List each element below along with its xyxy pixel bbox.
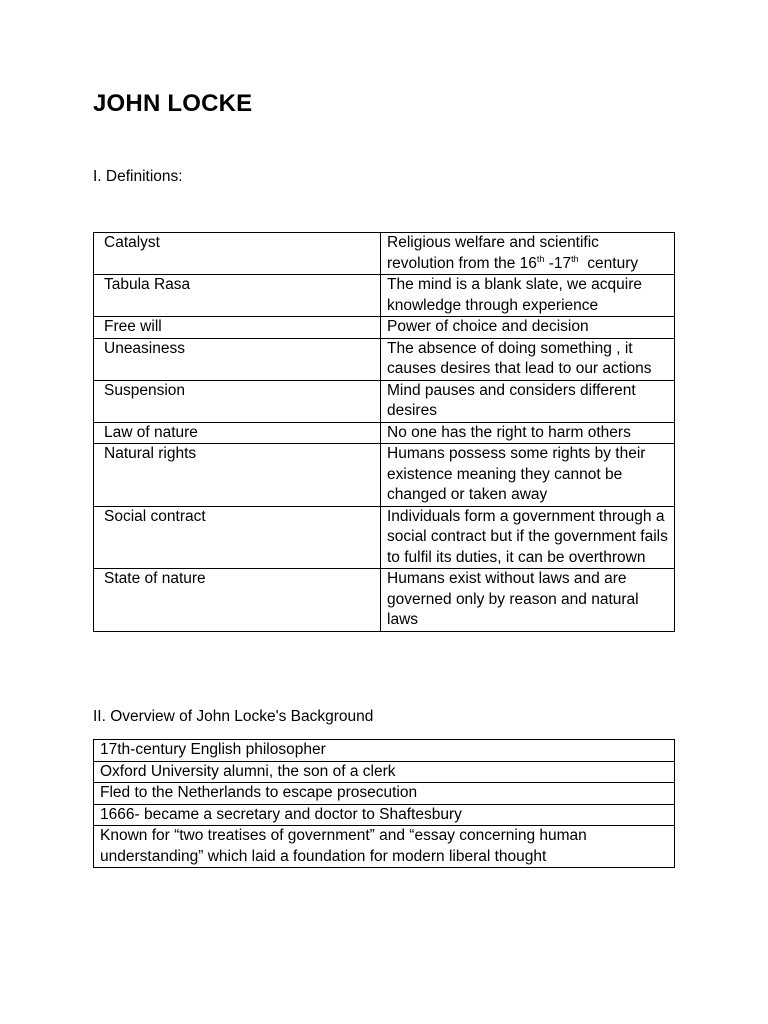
background-cell: Known for “two treatises of government” and “essay concerning human understanding” which laid a foundation for modern liberal thought <box>94 826 675 868</box>
definition-cell: The mind is a blank slate, we acquire knowledge through experience <box>381 275 675 317</box>
table-row <box>94 275 675 317</box>
definitions-table <box>93 232 675 632</box>
background-cell: 17th-century English philosopher <box>94 740 675 762</box>
table-row <box>94 380 675 422</box>
definition-text: -17 <box>544 254 572 272</box>
term-cell: Suspension <box>94 380 381 422</box>
table-row <box>94 569 675 632</box>
term-cell: Social contract <box>94 506 381 569</box>
definition-text: century <box>578 254 639 272</box>
table-row <box>94 338 675 380</box>
definition-cell: Power of choice and decision <box>381 317 675 339</box>
superscript: th <box>571 253 579 264</box>
background-cell: Fled to the Netherlands to escape prosecution <box>94 783 675 805</box>
table-row <box>94 444 675 507</box>
table-row <box>94 740 675 762</box>
table-row <box>94 506 675 569</box>
background-cell: Oxford University alumni, the son of a clerk <box>94 761 675 783</box>
term-cell: Free will <box>94 317 381 339</box>
term-cell: Law of nature <box>94 422 381 444</box>
background-cell: 1666- became a secretary and doctor to Shaftesbury <box>94 804 675 826</box>
table-row <box>94 317 675 339</box>
background-table <box>93 739 675 868</box>
term-cell: State of nature <box>94 569 381 632</box>
background-heading: II. Overview of John Locke's Background <box>93 708 374 725</box>
term-cell: Uneasiness <box>94 338 381 380</box>
table-row <box>94 761 675 783</box>
definition-cell <box>381 233 675 275</box>
definition-cell: Humans possess some rights by their existence meaning they cannot be changed or taken away <box>381 444 675 507</box>
table-row <box>94 804 675 826</box>
definition-cell: Mind pauses and considers different desires <box>381 380 675 422</box>
definition-cell: No one has the right to harm others <box>381 422 675 444</box>
definition-cell: Individuals form a government through a social contract but if the government fails to fulfil its duties, it can be overthrown <box>381 506 675 569</box>
definition-text: Religious welfare and scientific revolution from the 16 <box>387 234 599 272</box>
definitions-heading: I. Definitions: <box>93 168 183 185</box>
definition-cell: The absence of doing something , it causes desires that lead to our actions <box>381 338 675 380</box>
table-row <box>94 826 675 868</box>
table-row <box>94 783 675 805</box>
table-row <box>94 233 675 275</box>
term-cell: Tabula Rasa <box>94 275 381 317</box>
superscript: th <box>536 253 545 264</box>
term-cell: Natural rights <box>94 444 381 507</box>
term-cell: Catalyst <box>94 233 381 275</box>
definition-cell: Humans exist without laws and are governed only by reason and natural laws <box>381 569 675 632</box>
table-row <box>94 422 675 444</box>
page-title: JOHN LOCKE <box>93 90 253 117</box>
